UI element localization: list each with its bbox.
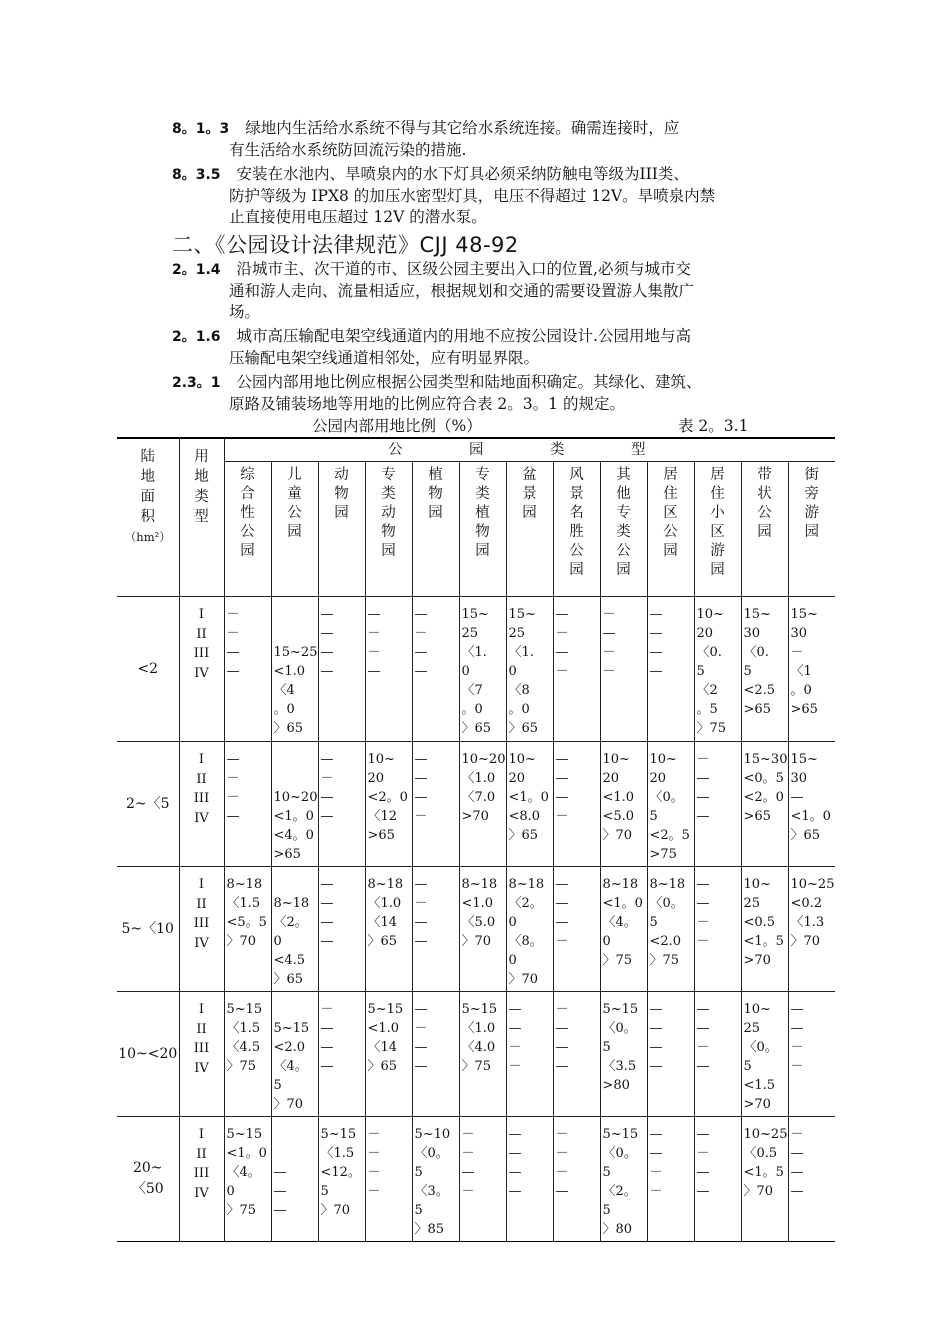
clause-text-line: 止直接使用电压超过 12V 的潜水泵。 [229, 208, 487, 226]
park-type-column-header [694, 462, 741, 597]
clause-text-line: 防护等级为 IPX8 的加压水密型灯具，电压不得超过 12V。旱喷泉内禁 [229, 187, 716, 205]
ratio-value-cell: － － － — [553, 1117, 600, 1242]
clause-text-line: 沿城市主、次干道的市、区级公园主要出入口的位置,必须与城市交 [236, 260, 691, 278]
ratio-value-cell: — — — — [647, 597, 694, 742]
land-type-cell: I II III IV [179, 1117, 224, 1242]
park-type-header: 公 园 类 型 [224, 438, 835, 462]
park-type-label: 街 旁 游 园 [804, 467, 820, 540]
ratio-value-cell: 10~ 20 〈0. 5 〈2 。5 〉75 [694, 597, 741, 742]
clause-number: 8。1。3 [172, 121, 230, 137]
park-type-column-header [553, 462, 600, 597]
ratio-value-cell: 15~ 25 〈1. 0 〈8 。0 〉65 [506, 597, 553, 742]
type-column-header [179, 438, 224, 597]
ratio-value-cell: 10~ 25 〈0。 5 <1.5 >70 [741, 992, 788, 1117]
area-range-cell: 2~〈5 [117, 742, 179, 867]
ratio-value-cell: — － — — [318, 742, 365, 867]
area-header-unit: （hm²） [124, 530, 171, 544]
ratio-value-cell: 10~ 20 〈0。 5 <2。5 >75 [647, 742, 694, 867]
clause-number: 2.3。1 [172, 375, 221, 391]
ratio-value-cell: 5~15 〈0。 5 〈3.5 >80 [600, 992, 647, 1117]
table-title: 公园内部用地比例（%） [312, 417, 482, 435]
clause-2-1-6 [172, 326, 822, 369]
ratio-value-cell: 5~15 〈0。 5 〈2。 5 〉80 [600, 1117, 647, 1242]
ratio-value-cell: 10~20 〈1.0 〈7.0 >70 [459, 742, 506, 867]
clause-text-line: 场。 [229, 303, 261, 321]
ratio-value-cell: — — — — [506, 1117, 553, 1242]
area-range-cell: <2 [117, 597, 179, 742]
ratio-value-cell: — — — － [553, 742, 600, 867]
ratio-value-cell: － — — — [694, 742, 741, 867]
ratio-value-cell: — — — － [553, 867, 600, 992]
park-type-label: 带 状 公 园 [757, 467, 772, 540]
clause-number: 8。3.5 [172, 167, 221, 183]
ratio-value-cell: — — — [271, 1117, 318, 1242]
ratio-value-cell: 15~ 30 － 〈1 。0 >65 [788, 597, 835, 742]
clause-text-line: 城市高压输配电架空线通道内的用地不应按公园设计.公园用地与高 [236, 327, 691, 345]
area-range-cell: 10~<20 [117, 992, 179, 1117]
park-type-label: 盆 景 园 [522, 467, 537, 521]
ratio-value-cell: 5~10 〈0。 5 〈3。 5 〉85 [412, 1117, 459, 1242]
land-type-cell: I II III IV [179, 867, 224, 992]
ratio-value-cell: － — — — [553, 992, 600, 1117]
area-column-header [117, 438, 179, 597]
clause-text-line: 通和游人走向、流量相适应，根据规划和交通的需要设置游人集散广 [229, 282, 695, 300]
park-type-label: 居 住 区 公 园 [663, 467, 678, 559]
ratio-value-cell: 10~25 〈0.5 <1。5 〉70 [741, 1117, 788, 1242]
ratio-value-cell: 8~18 〈2。 0 <4.5 〉65 [271, 867, 318, 992]
ratio-value-cell: 8~18 〈1.0 〈14 〉65 [365, 867, 412, 992]
park-type-label: 其 他 专 类 公 园 [616, 467, 631, 578]
area-range-cell: 20~ 〈50 [117, 1117, 179, 1242]
park-type-column-header [365, 462, 412, 597]
ratio-value-cell: 5~15 〈1.5 <12。 5 〉70 [318, 1117, 365, 1242]
park-type-label: 儿 童 公 园 [287, 467, 302, 540]
park-type-label: 专 类 植 物 园 [475, 467, 490, 559]
clause-text-line: 公园内部用地比例应根据公园类型和陆地面积确定。其绿化、建筑、 [236, 373, 702, 391]
clause-2-1-4 [172, 259, 822, 323]
ratio-value-cell: — — － — [694, 992, 741, 1117]
ratio-value-cell: 10~ 20 <1.0 <5.0 〉70 [600, 742, 647, 867]
ratio-value-cell: — － — — [412, 597, 459, 742]
ratio-value-cell: 5~15 <2.0 〈4。 5 〉70 [271, 992, 318, 1117]
park-type-column-header [506, 462, 553, 597]
ratio-value-cell: 8~18 〈0。 5 <2.0 〉75 [647, 867, 694, 992]
park-type-column-header [788, 462, 835, 597]
ratio-value-cell: — — － － [694, 867, 741, 992]
park-type-label: 动 物 园 [334, 467, 349, 521]
ratio-value-cell: － － — — [224, 597, 271, 742]
ratio-value-cell: 10~ 20 <2。0 〈12 >65 [365, 742, 412, 867]
ratio-value-cell: 10~20 <1。0 <4。0 >65 [271, 742, 318, 867]
park-type-column-header [600, 462, 647, 597]
clause-text-line: 绿地内生活给水系统不得与其它给水系统连接。确需连接时，应 [245, 119, 680, 137]
ratio-value-cell: — — — — [318, 867, 365, 992]
ratio-value-cell: — — — － [412, 742, 459, 867]
park-type-column-header [741, 462, 788, 597]
ratio-value-cell: 5~15 〈1.0 〈4.0 〉75 [459, 992, 506, 1117]
ratio-value-cell: － － － － [365, 1117, 412, 1242]
ratio-value-cell: 15~ 25 〈1. 0 〈7 。0 〉65 [459, 597, 506, 742]
ratio-value-cell: — — — — [647, 992, 694, 1117]
ratio-value-cell: 15~25 <1.0 〈4 。0 〉65 [271, 597, 318, 742]
table-row [117, 1117, 835, 1242]
clause-2-3-1 [172, 372, 822, 415]
clause-text-line: 原路及铺装场地等用地的比例应符合表 2。3。1 的规定。 [229, 395, 625, 413]
ratio-value-cell: — － — — [694, 1117, 741, 1242]
clause-text-line: 有生活给水系统防回流污染的措施. [229, 141, 467, 159]
clause-8-3-5 [172, 164, 822, 228]
ratio-value-cell: 8~18 〈1.5 <5。5 〉70 [224, 867, 271, 992]
park-type-column-header [459, 462, 506, 597]
land-type-cell: I II III IV [179, 742, 224, 867]
ratio-value-cell: 15~ 30 〈0. 5 <2.5 >65 [741, 597, 788, 742]
clause-number: 2。1.4 [172, 262, 221, 278]
ratio-value-cell: — — — — [318, 597, 365, 742]
park-type-column-header [647, 462, 694, 597]
ratio-value-cell: － — — — [788, 1117, 835, 1242]
land-type-cell: I II III IV [179, 597, 224, 742]
land-use-ratio-table [117, 437, 835, 1242]
area-header-text: 陆 地 面 积 [140, 449, 155, 525]
ratio-value-cell: － － — － [459, 1117, 506, 1242]
ratio-value-cell: — — － － [647, 1117, 694, 1242]
park-type-column-header [318, 462, 365, 597]
park-type-columns-row [117, 462, 835, 597]
park-type-column-header [271, 462, 318, 597]
type-header-text: 用 地 类 型 [194, 449, 209, 525]
clause-text-line: 安装在水池内、旱喷泉内的水下灯具必须采纳防触电等级为III类、 [236, 165, 689, 183]
ratio-value-cell: 8~18 〈2。 0 〈8。 0 〉70 [506, 867, 553, 992]
ratio-value-cell: 15~ 30 — <1。0 〉65 [788, 742, 835, 867]
ratio-value-cell: 5~15 <1。0 〈4。 0 〉75 [224, 1117, 271, 1242]
ratio-value-cell: — － — — [412, 867, 459, 992]
ratio-value-cell: 8~18 <1.0 〈5.0 〉70 [459, 867, 506, 992]
ratio-value-cell: — － － — [365, 597, 412, 742]
ratio-value-cell: 8~18 <1。0 〈4。 0 〉75 [600, 867, 647, 992]
park-type-column-header [224, 462, 271, 597]
park-type-column-header [412, 462, 459, 597]
ratio-value-cell: 15~30 <0。5 <2。0 >65 [741, 742, 788, 867]
ratio-value-cell: — — － － [506, 992, 553, 1117]
ratio-value-cell: — — － － [788, 992, 835, 1117]
ratio-value-cell: — － — － [553, 597, 600, 742]
ratio-value-cell: － — － － [600, 597, 647, 742]
ratio-value-cell: 10~ 25 <0.5 <1。5 >70 [741, 867, 788, 992]
clause-8-1-3 [172, 118, 822, 161]
land-type-cell: I II III IV [179, 992, 224, 1117]
ratio-value-cell: 5~15 <1.0 〈14 〉65 [365, 992, 412, 1117]
table-number: 表 2。3.1 [678, 417, 749, 435]
clause-text-line: 压输配电架空线通道相邻处，应有明显界限。 [229, 349, 540, 367]
ratio-value-cell: － — — — [318, 992, 365, 1117]
park-type-label: 风 景 名 胜 公 园 [569, 467, 584, 578]
area-range-cell: 5~〈10 [117, 867, 179, 992]
table-row [117, 742, 835, 867]
ratio-value-cell: 5~15 〈1.5 〈4.5 〉75 [224, 992, 271, 1117]
section-heading: 二、《公园设计法律规范》CJJ 48-92 [172, 233, 519, 257]
table-row [117, 992, 835, 1117]
table-row [117, 867, 835, 992]
clause-number: 2。1.6 [172, 329, 221, 345]
ratio-value-cell: 10~25 <0.2 〈1.3 〉70 [788, 867, 835, 992]
park-type-label: 居 住 小 区 游 园 [710, 467, 725, 578]
ratio-value-cell: — － － — [224, 742, 271, 867]
park-type-label: 综 合 性 公 园 [240, 467, 255, 559]
park-type-label: 专 类 动 物 园 [381, 467, 396, 559]
ratio-value-cell: — － — — [412, 992, 459, 1117]
park-type-label: 植 物 园 [428, 467, 443, 521]
ratio-value-cell: 10~ 20 <1。0 <8.0 〉65 [506, 742, 553, 867]
table-row [117, 597, 835, 742]
